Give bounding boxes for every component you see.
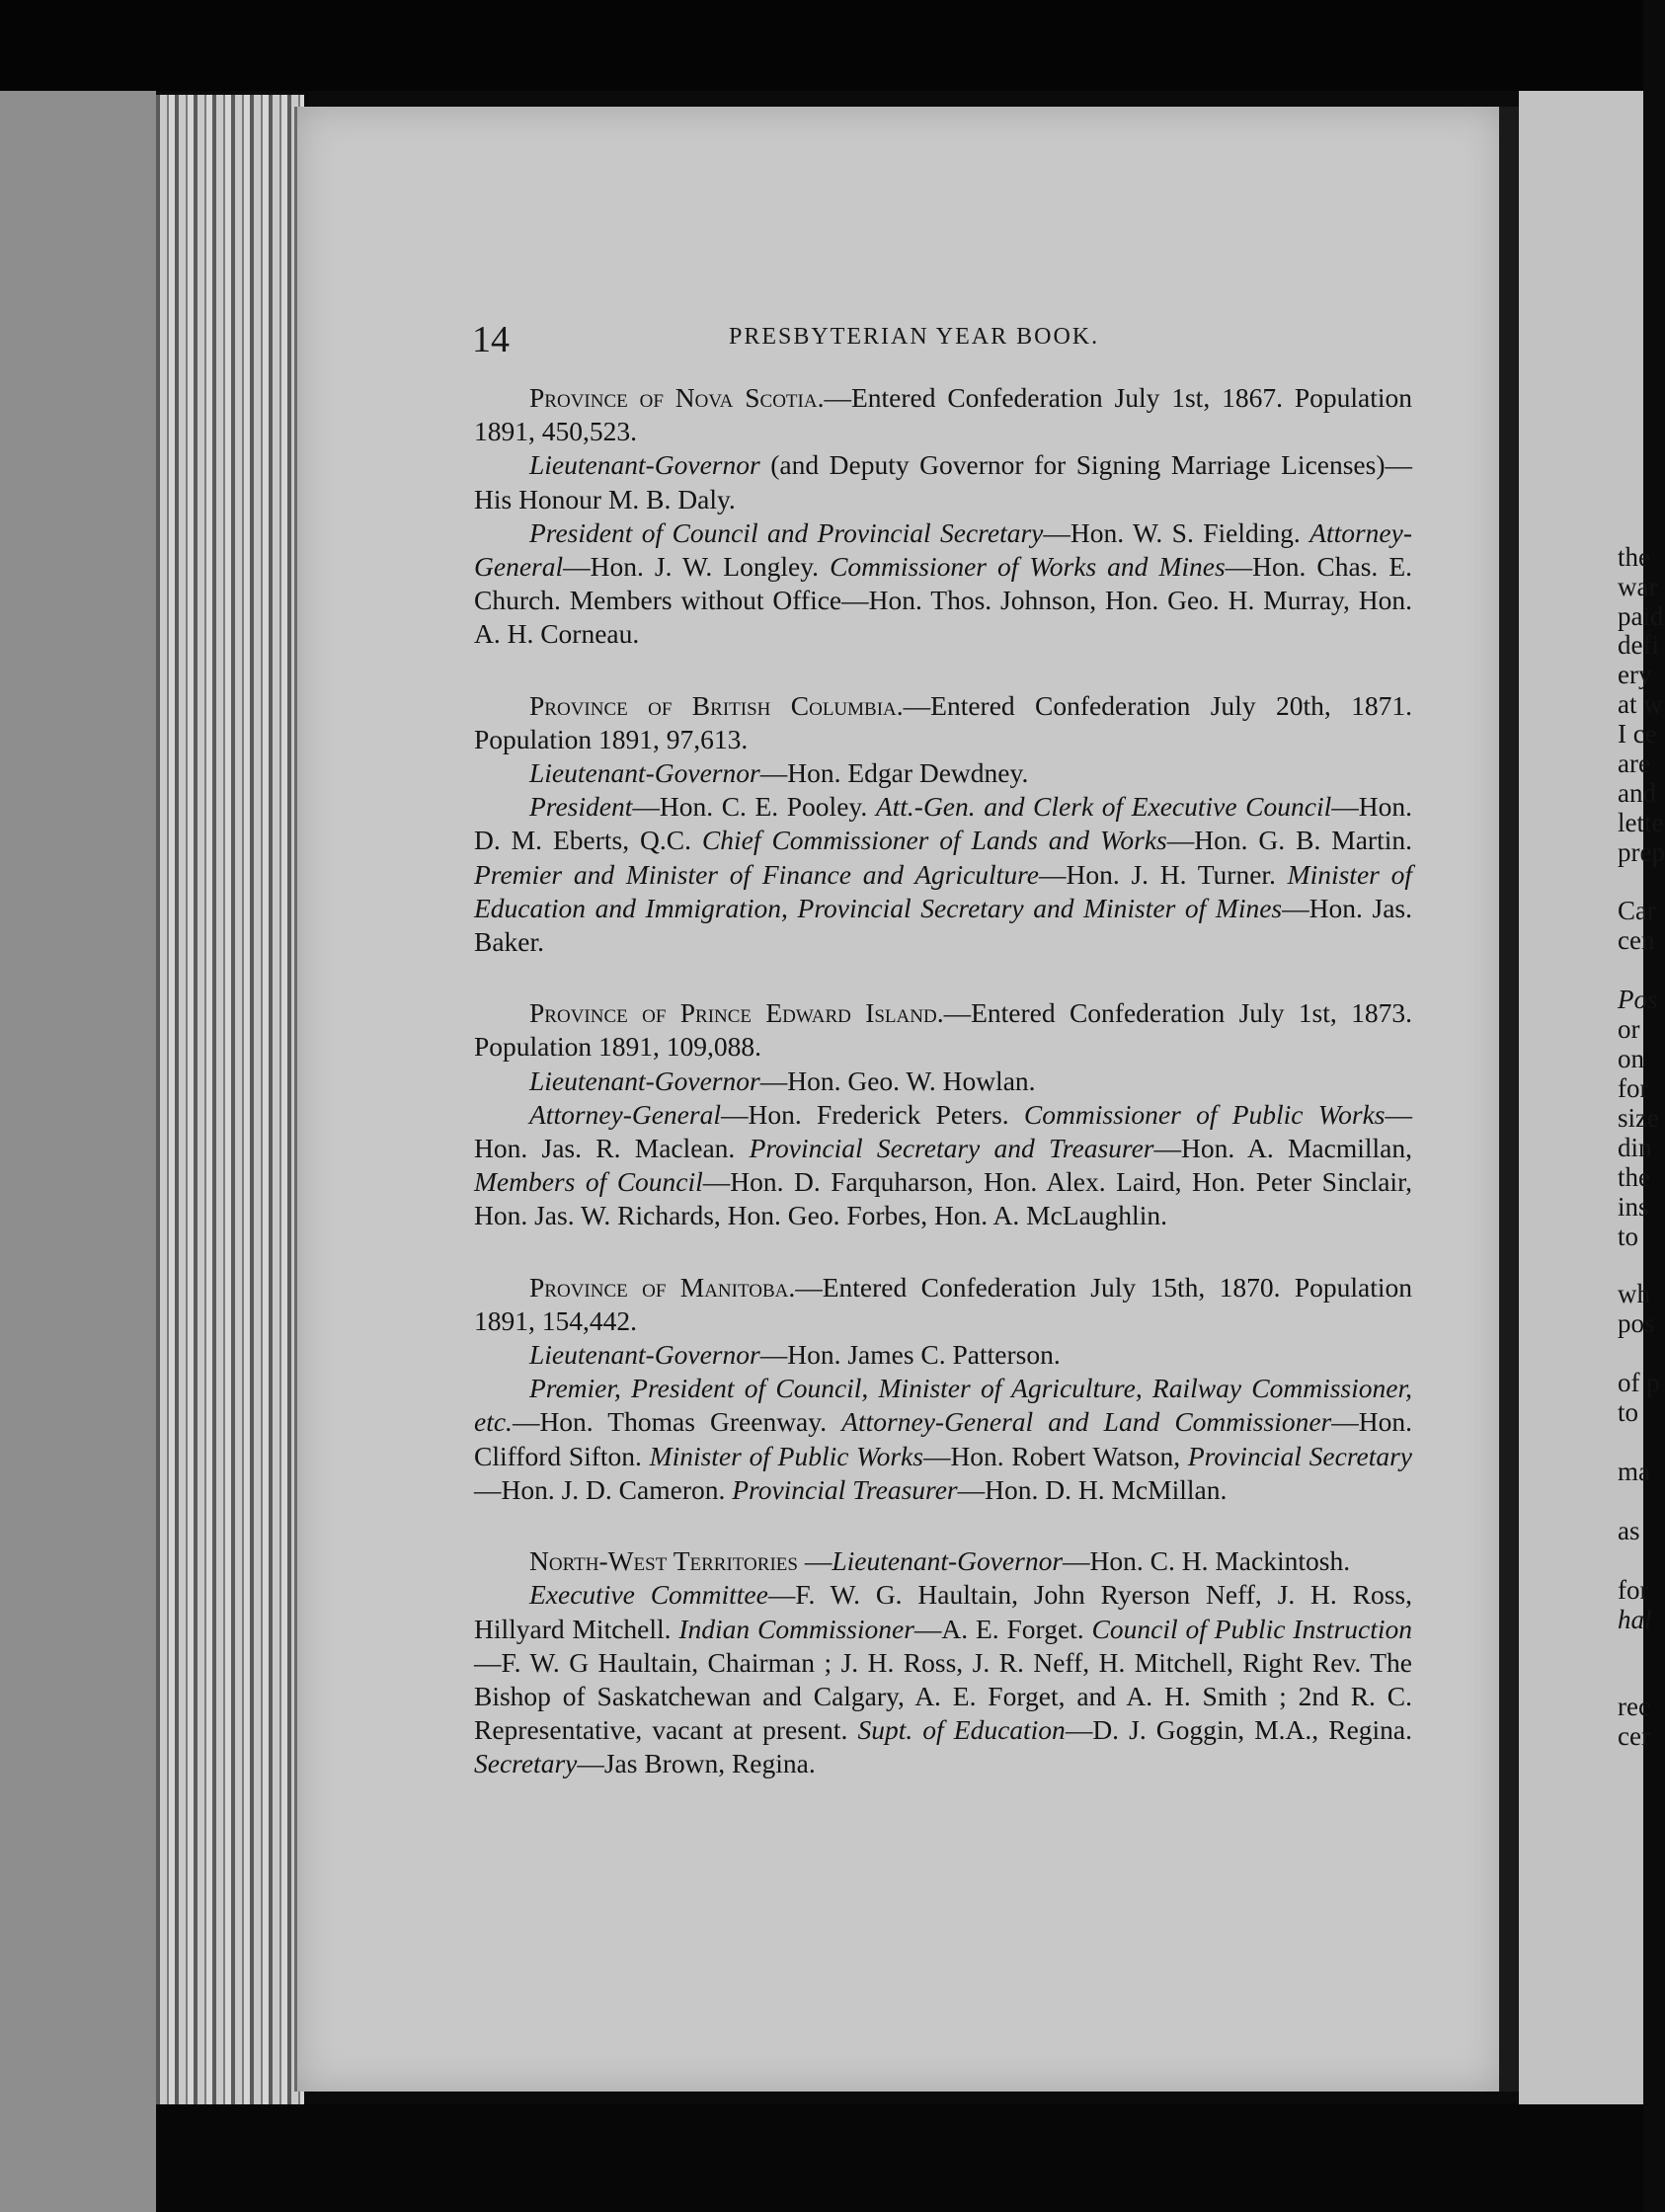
facing-page-fragment: to [1618, 1397, 1639, 1427]
facing-page-fragment: and [1618, 778, 1656, 808]
office-holder: —Hon. D. H. McMillan. [957, 1473, 1228, 1505]
section-intro: .—Entered Confederation July 15th, 1870. Population 1891, 154,442. [474, 1271, 1413, 1336]
section-heading: North-West Territories [529, 1545, 798, 1577]
office-title: Secretary [474, 1748, 578, 1779]
book-page-edges [156, 95, 304, 2104]
section-heading: Province of Manitoba [529, 1271, 789, 1303]
section-heading: Province of British Columbia [529, 689, 897, 721]
office-title: Lieutenant-Governor [529, 1065, 760, 1096]
facing-page-fragment: pos [1618, 1308, 1655, 1338]
office-title: Attorney-General [529, 1098, 721, 1130]
office-title: Premier and Minister of Finance and Agriculture [474, 858, 1039, 890]
office-title: Attorney-General and Land Commissioner [841, 1406, 1332, 1438]
office-holder: —Hon. D. M. Eberts, Q.C. [474, 791, 1412, 856]
office-holder: —D. J. Goggin, M.A., Regina. [1065, 1714, 1412, 1746]
office-holder: —Hon. Jas. Baker. [474, 892, 1412, 958]
section-british-columbia-council [474, 790, 1412, 959]
running-head: PRESBYTERIAN YEAR BOOK. [729, 324, 1100, 350]
section-intro: .—Entered Confederation July 1st, 1873. Population 1891, 109,088. [474, 997, 1412, 1063]
office-holder: —Hon. Jas. R. Maclean. [474, 1098, 1413, 1164]
facing-page-fragment: cen [1618, 925, 1655, 955]
facing-page-fragment: on [1618, 1044, 1644, 1073]
office-holder: —Hon. Edgar Dewdney. [759, 757, 1029, 789]
office-holder: —Hon. D. Farquharson, Hon. Alex. Laird, Hon. Peter Sinclair, Hon. Jas. W. Richards, Hon. Geo. Forbes, Hon. A. McLaughlin. [474, 1166, 1412, 1231]
office-holder: —Hon. C. H. Mackintosh. [1063, 1545, 1351, 1577]
office-title: Premier, President of Council, Minister of Agriculture, Railway Commissioner, etc. [474, 1373, 1412, 1438]
facing-page-fragment: paid [1618, 601, 1664, 631]
facing-page-fragment: lette [1618, 808, 1664, 837]
office-holder: —Hon. G. B. Martin. [1166, 825, 1412, 856]
office-holder: —A. E. Forget. [913, 1613, 1092, 1644]
section-nova-scotia-governor [474, 448, 1412, 515]
section-intro: .—Entered Confederation July 1st, 1867. Population 1891, 450,523. [474, 382, 1412, 447]
section-north-west-territories-intro [474, 1544, 1412, 1578]
facing-page-fragment: or [1618, 1014, 1640, 1044]
facing-page-fragment: cer [1618, 1721, 1650, 1751]
office-holder: —Hon. Robert Watson, [922, 1440, 1188, 1471]
facing-page-fragment: the [1618, 1162, 1650, 1192]
facing-page-fragment: Car [1618, 896, 1656, 925]
office-holder: —F. W. G. Haultain, John Ryerson Neff, J. H. Ross, Hillyard Mitchell. [474, 1579, 1412, 1644]
office-holder: —Hon. J. H. Turner. [1038, 858, 1288, 890]
office-title: Members of Council [474, 1166, 703, 1198]
office-title: Chief Commissioner of Lands and Works [701, 825, 1167, 856]
office-holder: —Hon. J. D. Cameron. [474, 1473, 733, 1505]
scan-top-border [0, 0, 1643, 91]
office-title: Provincial Secretary and Treasurer [749, 1133, 1154, 1164]
office-title: Minister of Education and Immigration, Provincial Secretary and Minister of Mines [474, 858, 1412, 923]
section-manitoba-governor [474, 1338, 1412, 1372]
office-holder: —Hon. Frederick Peters. [720, 1098, 1024, 1130]
office-title: President of Council and Provincial Secretary [529, 516, 1044, 548]
office-holder: —Hon. W. S. Fielding. [1043, 516, 1310, 548]
section-nova-scotia-council [474, 516, 1412, 652]
section-british-columbia-intro [474, 689, 1412, 756]
facing-page-fragment: I ce [1618, 719, 1657, 749]
office-title: Supt. of Education [857, 1714, 1066, 1746]
office-title: Commissioner of Public Works [1023, 1098, 1386, 1130]
section-heading: Province of Nova Scotia [529, 382, 818, 413]
section-intro: .—Entered Confederation July 20th, 1871. Population 1891, 97,613. [474, 689, 1412, 754]
facing-page-fragment: rec [1618, 1692, 1650, 1721]
facing-page-fragment: Pos [1618, 985, 1658, 1014]
office-holder: —Hon. C. E. Pooley. [632, 791, 876, 823]
office-holder: —Jas Brown, Regina. [577, 1748, 816, 1779]
office-title: Council of Public Instruction [1091, 1613, 1412, 1644]
facing-page-fragment: for [1618, 1575, 1649, 1605]
office-title: Lieutenant-Governor [832, 1545, 1064, 1577]
office-holder: (and Deputy Governor for Signing Marriage Licenses)—His Honour M. B. Daly. [474, 449, 1412, 514]
office-holder: —Hon. Thomas Greenway. [512, 1406, 842, 1438]
office-holder: —F. W. G Haultain, Chairman ; J. H. Ross, J. R. Neff, H. Mitchell, Right Rev. The Bishop of Saskatchewan and Calgary, A. E. Forget, and A. H. Smith ; 2nd R. C. Representative, vacant at present. [474, 1646, 1412, 1746]
section-north-west-territories-council [474, 1578, 1412, 1780]
office-title: Executive Committee [529, 1579, 768, 1611]
scan-bottom-border [156, 2104, 1643, 2212]
office-title: Provincial Treasurer [732, 1473, 958, 1505]
scan-left-margin [0, 91, 156, 2212]
section-separator: — [797, 1545, 832, 1577]
office-title: Minister of Public Works [649, 1440, 923, 1471]
page-body [474, 381, 1412, 1781]
office-title: Lieutenant-Governor [529, 449, 760, 481]
office-title: Attorney-General [474, 516, 1412, 583]
office-holder: —Hon. A. Macmillan, [1153, 1133, 1412, 1164]
page-header [472, 318, 1412, 360]
section-prince-edward-island-intro [474, 996, 1412, 1064]
office-holder: —Hon. Clifford Sifton. [474, 1406, 1412, 1471]
facing-page-fragment: of p [1618, 1368, 1660, 1397]
facing-page-fragment: prep [1618, 837, 1665, 867]
facing-page-fragment: war [1618, 572, 1658, 601]
section-manitoba-council [474, 1372, 1412, 1507]
facing-page-fragment: ma [1618, 1457, 1650, 1486]
office-title: Lieutenant-Governor [529, 1339, 760, 1371]
facing-page-fragment: ins [1618, 1192, 1649, 1222]
office-holder: —Hon. Geo. W. Howlan. [759, 1065, 1036, 1096]
facing-page [1519, 91, 1665, 2104]
facing-page-fragment: are [1618, 749, 1650, 778]
office-title: Indian Commissioner [678, 1613, 914, 1644]
office-title: Provincial Secretary [1187, 1440, 1413, 1471]
facing-page-fragment: the [1618, 542, 1650, 572]
facing-page-fragment: wh [1618, 1279, 1650, 1308]
facing-page-fragment: ery [1618, 660, 1652, 689]
office-holder: —Hon. James C. Patterson. [759, 1339, 1061, 1371]
section-british-columbia-governor [474, 756, 1412, 790]
facing-page-fragment: defi [1618, 630, 1659, 660]
facing-page-fragment: size [1618, 1103, 1659, 1133]
office-title: President [529, 791, 633, 823]
office-holder: —Hon. Chas. E. Church. Members without Office—Hon. Thos. Johnson, Hon. Geo. H. Murray, Hon. A. H. Corneau. [474, 551, 1412, 650]
page-number: 14 [472, 319, 510, 360]
facing-page-fragment: hal [1618, 1605, 1652, 1634]
facing-page-fragment: as [1618, 1516, 1640, 1545]
section-prince-edward-island-council [474, 1098, 1412, 1233]
book-gutter [1499, 107, 1519, 2092]
office-holder: —Hon. J. W. Longley. [563, 551, 831, 583]
section-nova-scotia-intro [474, 381, 1412, 448]
section-heading: Province of Prince Edward Island [529, 997, 937, 1029]
facing-page-fragment: for [1618, 1073, 1649, 1103]
section-manitoba-intro [474, 1271, 1412, 1338]
facing-page-fragment: at w [1618, 689, 1663, 719]
facing-page-fragment: to [1618, 1222, 1639, 1251]
facing-page-fragment: din [1618, 1133, 1652, 1162]
office-title: Lieutenant-Governor [529, 757, 760, 789]
office-title: Att.-Gen. and Clerk of Executive Council [875, 791, 1332, 823]
section-prince-edward-island-governor [474, 1065, 1412, 1098]
office-title: Commissioner of Works and Mines [830, 551, 1226, 583]
